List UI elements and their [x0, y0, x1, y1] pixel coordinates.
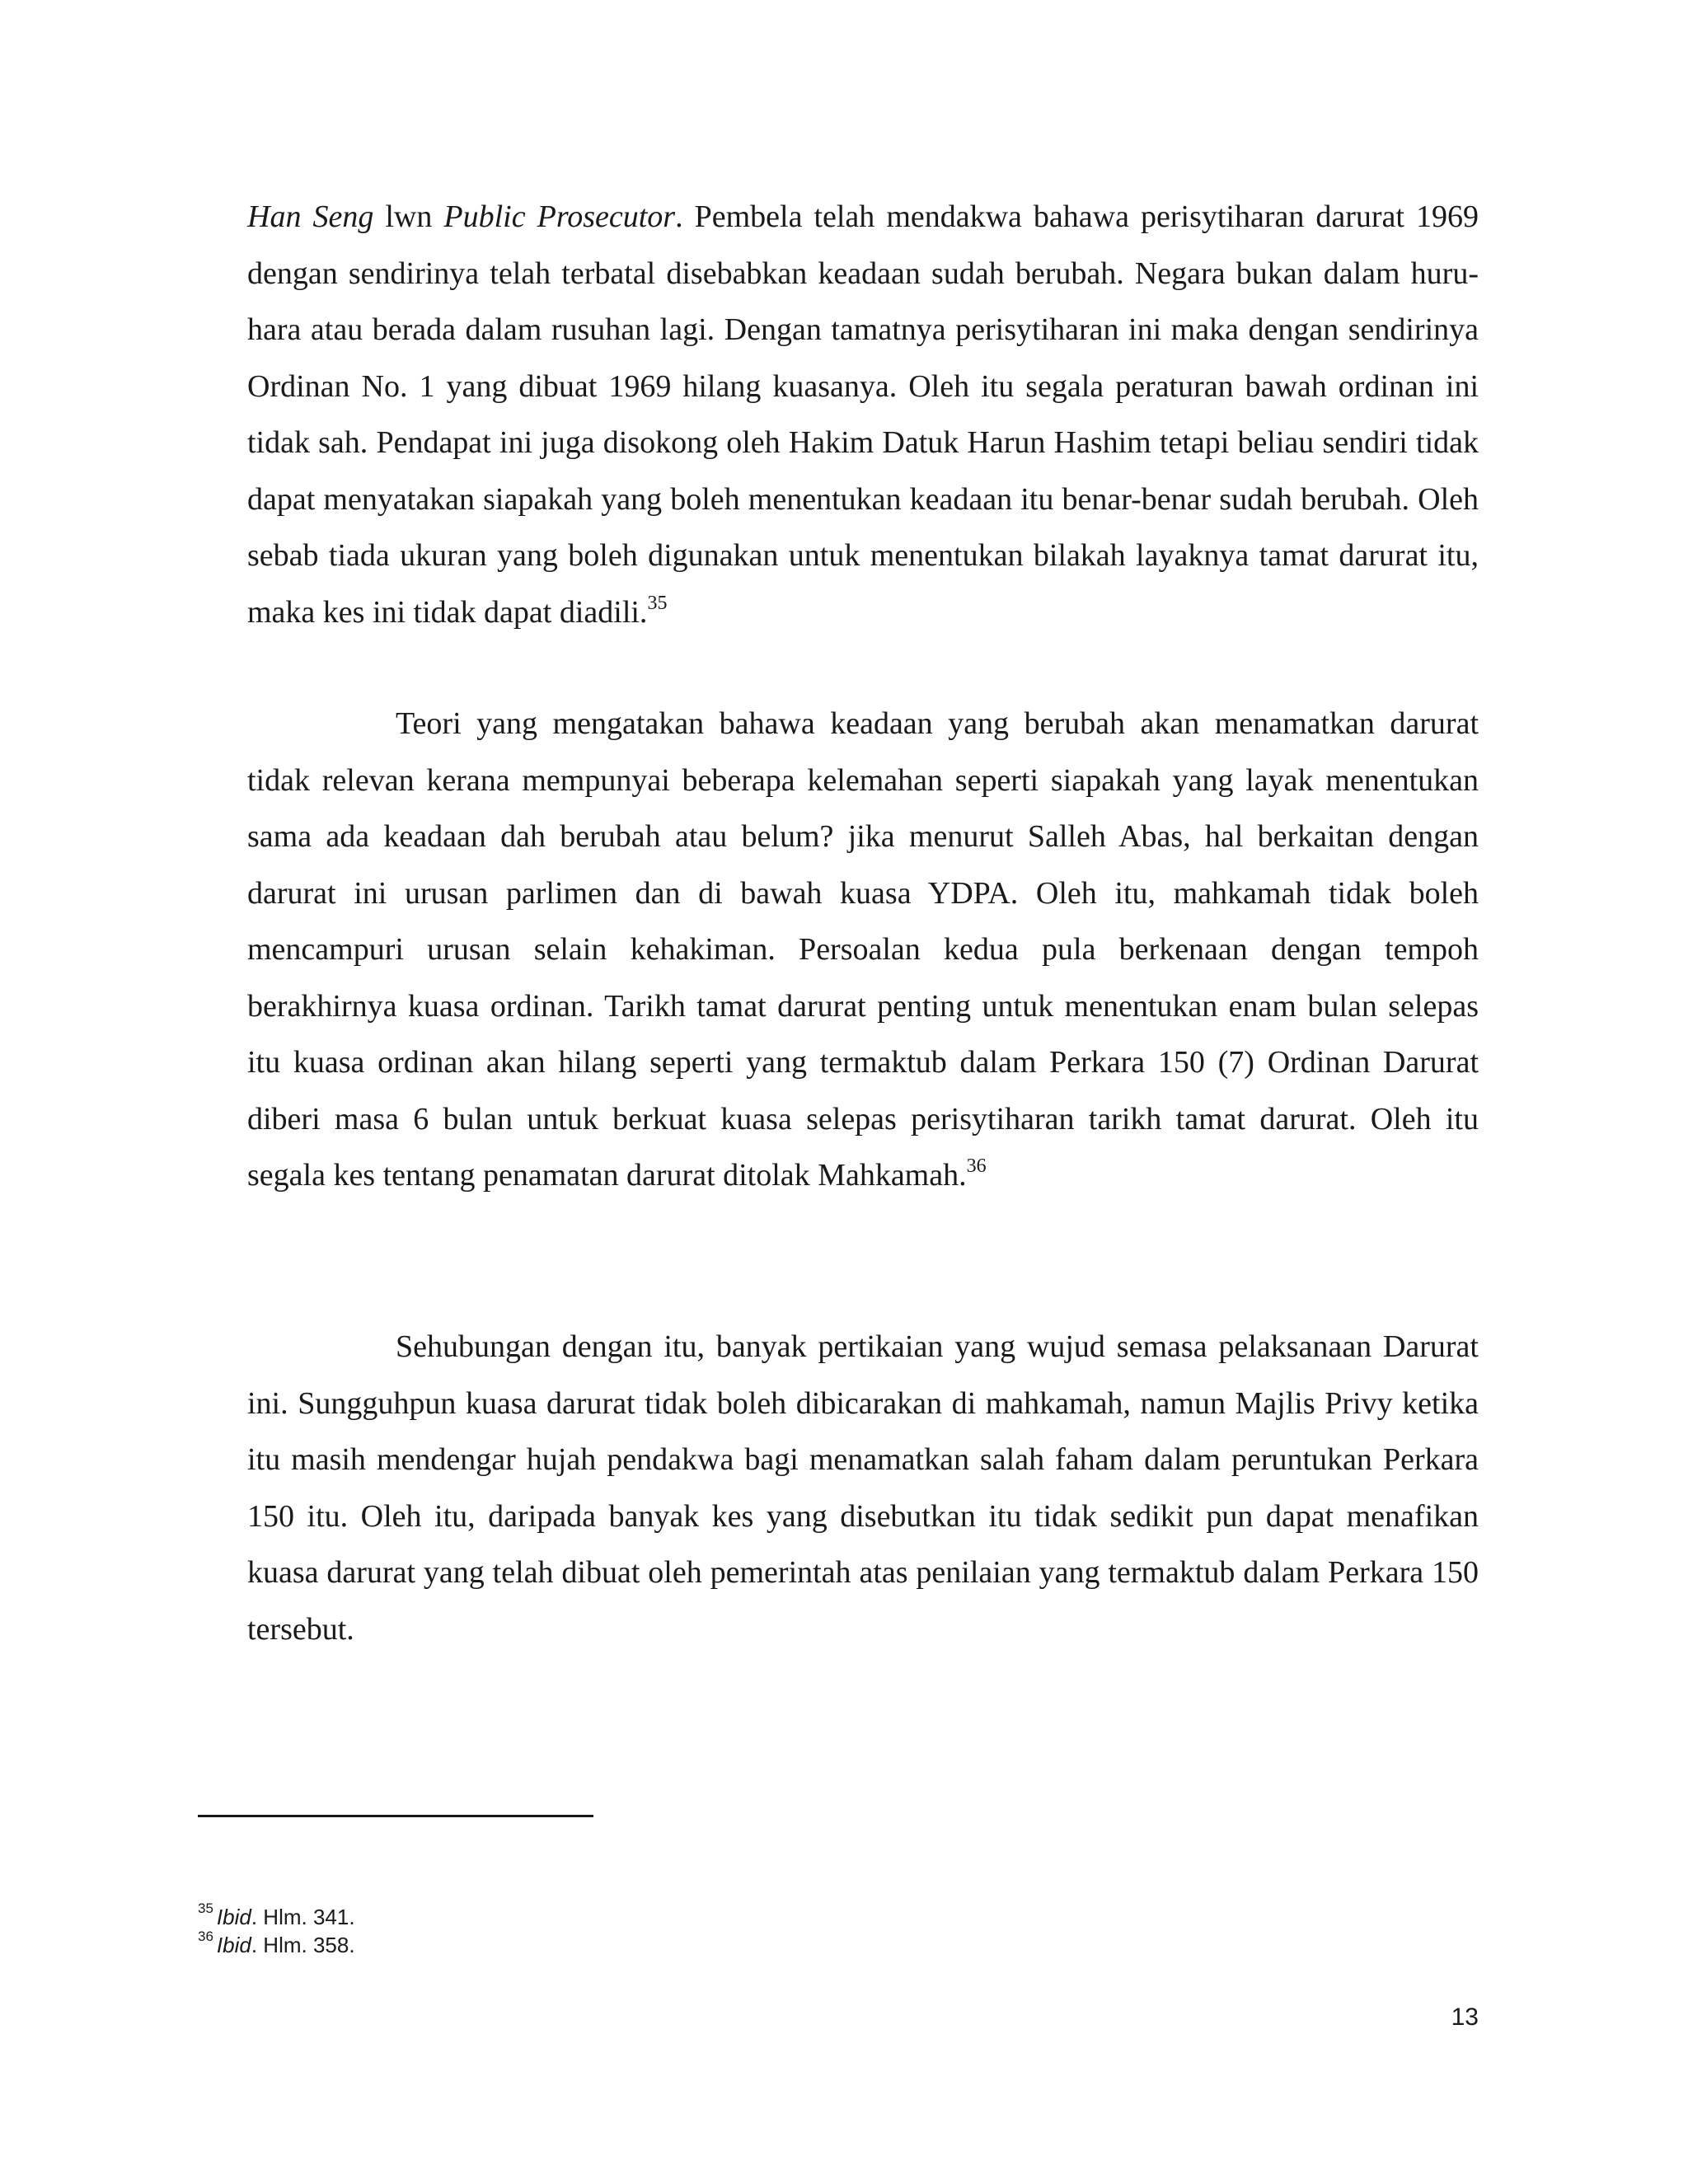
paragraph-1-text: . Pembela telah mendakwa bahawa perisytiharan darurat 1969 dengan sendirinya telah terbatal disebabkan keadaan sudah berubah. Negara bukan dalam huru-hara atau berada dalam rusuhan lagi. Dengan tamatnya perisytiharan ini maka dengan sendirinya Ordinan No. 1 yang dibuat 1969 hilang kuasanya. Oleh itu segala peraturan bawah ordinan ini tidak sah. Pendapat ini juga disokong oleh Hakim Datuk Harun Hashim tetapi beliau sendiri tidak dapat menyatakan siapakah yang boleh menentukan keadaan itu benar-benar sudah berubah. Oleh sebab tiada ukuran yang boleh digunakan untuk menentukan bilakah layaknya tamat darurat itu, maka kes ini tidak dapat diadili. [247, 199, 1479, 630]
footnote-number: 35 [198, 1900, 213, 1917]
footnote-ibid: Ibid [216, 1933, 251, 1957]
paragraph-1-connector: lwn [373, 199, 444, 234]
paragraph-3-text: Sehubungan dengan itu, banyak pertikaian yang wujud semasa pelaksanaan Darurat ini. Sungguhpun kuasa darurat tidak boleh dibicarakan di mahkamah, namun Majlis Privy ketika itu masih mendengar hujah pendakwa bagi menamatkan salah faham dalam peruntukan Perkara 150 itu. Oleh itu, daripada banyak kes yang disebutkan itu tidak sedikit pun dapat menafikan kuasa darurat yang telah dibuat oleh pemerintah atas penilaian yang termaktub dalam Perkara 150 tersebut. [247, 1329, 1479, 1647]
paragraph-3 [247, 1319, 1479, 1657]
footnote-number: 36 [198, 1929, 213, 1945]
paragraph-2 [247, 696, 1479, 1204]
footnote-reference-36[interactable]: 36 [966, 1155, 987, 1178]
case-party-italic: Public Prosecutor [443, 199, 676, 234]
footnote-text: . Hlm. 358. [251, 1933, 355, 1957]
footnote-ibid: Ibid [216, 1905, 251, 1929]
footnote-36 [198, 1931, 355, 1959]
footnote-text: . Hlm. 341. [251, 1905, 355, 1929]
paragraph-1 [247, 189, 1479, 640]
paragraph-2-text: Teori yang mengatakan bahawa keadaan yang berubah akan menamatkan darurat tidak relevan kerana mempunyai beberapa kelemahan seperti siapakah yang layak menentukan sama ada keadaan dah berubah atau belum? jika menurut Salleh Abas, hal berkaitan dengan darurat ini urusan parlimen dan di bawah kuasa YDPA. Oleh itu, mahkamah tidak boleh mencampuri urusan selain kehakiman. Persoalan kedua pula berkenaan dengan tempoh berakhirnya kuasa ordinan. Tarikh tamat darurat penting untuk menentukan enam bulan selepas itu kuasa ordinan akan hilang seperti yang termaktub dalam Perkara 150 (7) Ordinan Darurat diberi masa 6 bulan untuk berkuat kuasa selepas perisytiharan tarikh tamat darurat. Oleh itu segala kes tentang penamatan darurat ditolak Mahkamah. [247, 706, 1479, 1193]
footnote-35 [198, 1900, 355, 1931]
case-name-italic: Han Seng [247, 199, 374, 234]
footnote-separator [198, 1815, 593, 1817]
footnote-reference-35[interactable]: 35 [647, 592, 668, 614]
page-number: 13 [1451, 2004, 1479, 2031]
footnotes [198, 1900, 355, 1959]
